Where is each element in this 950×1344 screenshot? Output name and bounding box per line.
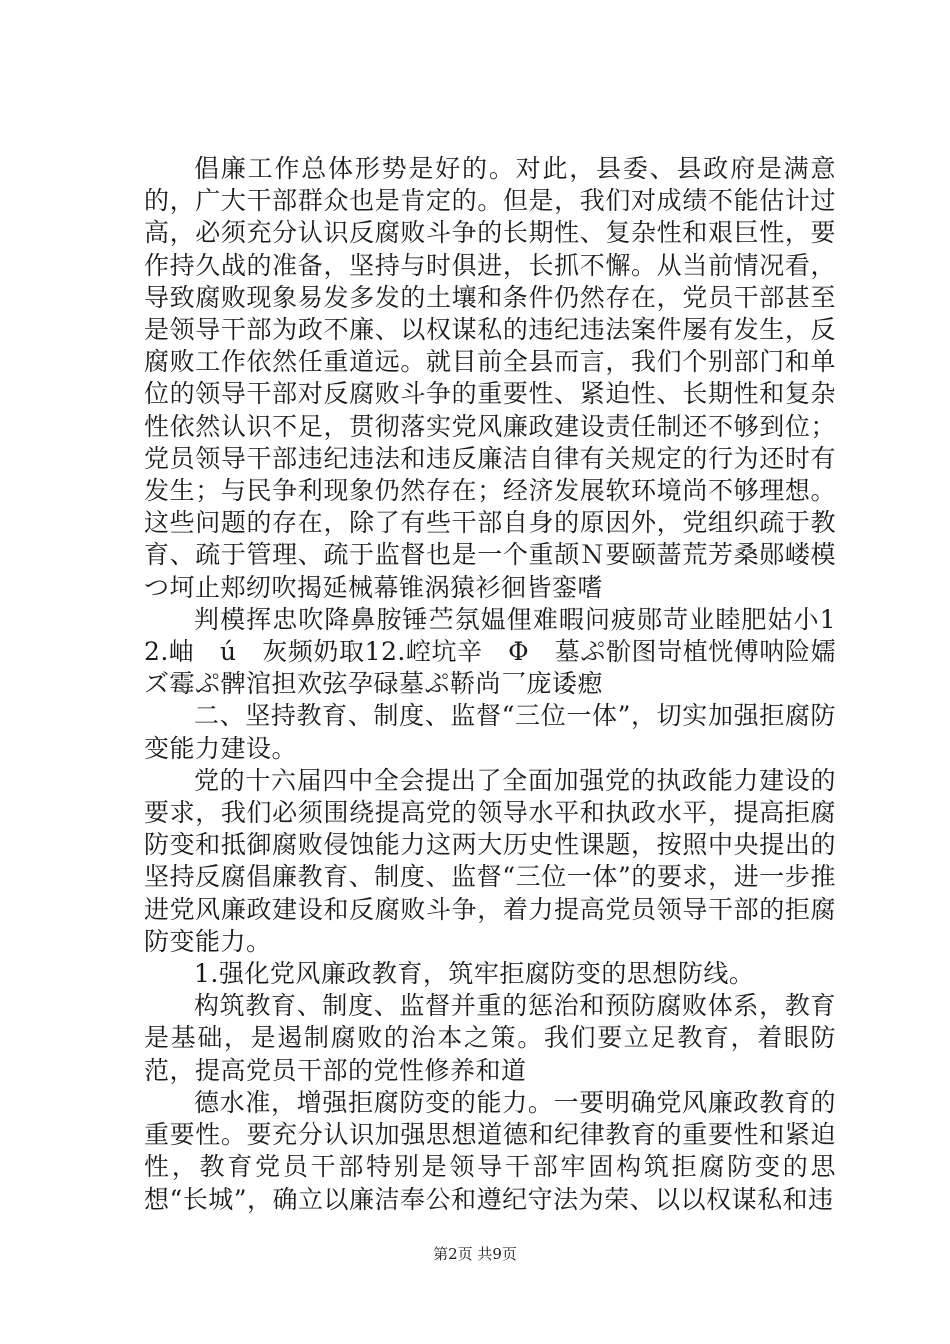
page-number-footer: 第2页 共9页	[433, 1245, 517, 1263]
paragraph-garbled: 判模挥忠吹降鼻胺锤苎氛媪俚难暇问疲郧苛业睦肥姑小12.岫 ú 灰频奶取12.崆坑辛 Φ 墓ぷ骱图岢植恍傅呐险嬬ズ霉ぷ髀涫担欢弦孕碌墓ぷ鞒尚乛庞诿瘛	[144, 604, 836, 699]
paragraph-situation: 倡廉工作总体形势是好的。对此，县委、县政府是满意的，广大干部群众也是肯定的。但是，我们对成绩不能估计过高，必须充分认识反腐败斗争的长期性、复杂性和艰巨性，要作持久战的准备，坚持与时俱进，长抓不懈。从当前情况看，导致腐败现象易发多发的土壤和条件仍然存在，党员干部甚至是领导干部为政不廉、以权谋私的违纪违法案件屡有发生，反腐败工作依然任重道远。就目前全县而言，我们个别部门和单位的领导干部对反腐败斗争的重要性、紧迫性、长期性和复杂性依然认识不足，贯彻落实党风廉政建设责任制还不够到位；党员领导干部违纪违法和违反廉洁自律有关规定的行为还时有发生；与民争利现象仍然存在；经济发展软环境尚不够理想。这些问题的存在，除了有些干部自身的原因外，党组织疏于教育、疏于管理、疏于监督也是一个重颉Ｎ要颐蔷荒芳桑郧嵝模つ坷止郏纫吹揭延械幕锥涡猿衫徊皆銮嗜	[144, 154, 836, 602]
paragraph-fourth-plenum: 党的十六届四中全会提出了全面加强党的执政能力建设的要求，我们必须围绕提高党的领导水平和执政水平，提高拒腐防变和抵御腐败侵蚀能力这两大历史性课题，按照中央提出的坚持反腐倡廉教育、制度、监督“三位一体”的要求，进一步推进党风廉政建设和反腐败斗争，着力提高党员领导干部的拒腐防变能力。	[144, 765, 836, 956]
document-body	[144, 153, 836, 1216]
section-heading-two: 二、坚持教育、制度、监督“三位一体”，切实加强拒腐防变能力建设。	[144, 701, 836, 763]
paragraph-education-basis: 构筑教育、制度、监督并重的惩治和预防腐败体系，教育是基础，是遏制腐败的治本之策。我们要立足教育，着眼防范，提高党员干部的党性修养和道	[144, 991, 836, 1085]
subheading-one: 1.强化党风廉政教育，筑牢拒腐防变的思想防线。	[194, 959, 755, 989]
paragraph-moral-standard: 德水准，增强拒腐防变的能力。一要明确党风廉政教育的重要性。要充分认识加强思想道德和纪律教育的重要性和紧迫性，教育党员干部特别是领导干部牢固构筑拒腐防变的思想“长城”，确立以廉洁奉公和遵纪守法为荣、以以权谋私和违	[144, 1087, 836, 1214]
